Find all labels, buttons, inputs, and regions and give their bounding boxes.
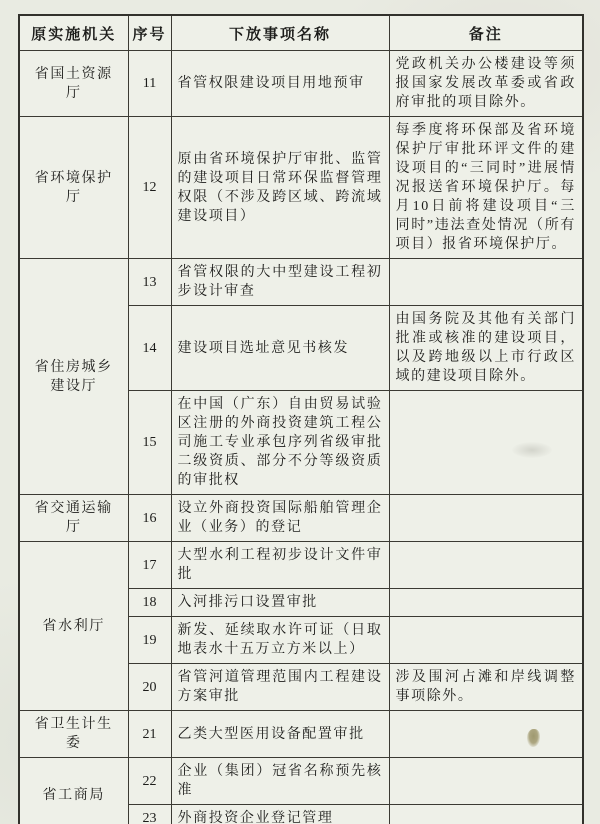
item-cell: 设立外商投资国际船舶管理企业（业务）的登记 [171,495,389,542]
table-row [19,495,583,542]
table-row [19,259,583,306]
remark-cell [389,711,583,758]
item-cell: 大型水利工程初步设计文件审批 [171,542,389,589]
agency-cell: 省水利厅 [19,542,128,711]
serial-cell: 18 [128,589,171,617]
serial-cell: 11 [128,51,171,117]
item-cell: 原由省环境保护厅审批、监管的建设项目日常环保监督管理权限（不涉及跨区域、跨流域建设项目） [171,117,389,259]
item-cell: 新发、延续取水许可证（日取地表水十五万立方米以上） [171,617,389,664]
serial-cell: 16 [128,495,171,542]
serial-cell: 14 [128,306,171,391]
agency-cell: 省工商局 [19,758,128,824]
serial-cell: 22 [128,758,171,805]
item-cell: 外商投资企业登记管理 [171,805,389,824]
serial-cell: 17 [128,542,171,589]
header-cell-agency: 原实施机关 [19,15,128,51]
item-cell: 省管权限建设项目用地预审 [171,51,389,117]
remark-cell [389,617,583,664]
item-cell: 入河排污口设置审批 [171,589,389,617]
remark-cell [389,495,583,542]
agency-cell: 省住房城乡建设厅 [19,259,128,495]
agency-cell: 省环境保护厅 [19,117,128,259]
agency-cell: 省国土资源厅 [19,51,128,117]
serial-cell: 12 [128,117,171,259]
agency-cell: 省卫生计生委 [19,711,128,758]
remark-cell [389,758,583,805]
remark-cell: 由国务院及其他有关部门批准或核准的建设项目，以及跨地级以上市行政区域的建设项目除外。 [389,306,583,391]
delegated-items-table [18,14,584,824]
table-row [19,711,583,758]
remark-cell [389,391,583,495]
serial-cell: 15 [128,391,171,495]
table-body [19,51,583,824]
remark-cell [389,805,583,824]
header-cell-remark: 备注 [389,15,583,51]
item-cell: 企业（集团）冠省名称预先核准 [171,758,389,805]
item-cell: 省管权限的大中型建设工程初步设计审查 [171,259,389,306]
remark-cell: 涉及围河占滩和岸线调整事项除外。 [389,664,583,711]
item-cell: 省管河道管理范围内工程建设方案审批 [171,664,389,711]
table-row [19,117,583,259]
serial-cell: 13 [128,259,171,306]
serial-cell: 20 [128,664,171,711]
remark-cell: 每季度将环保部及省环境保护厅审批环评文件的建设项目的“三同时”进展情况报送省环境保护厅。每月10日前将建设项目“三同时”违法查处情况（所有项目）报省环境保护厅。 [389,117,583,259]
table-row [19,542,583,589]
table-row [19,51,583,117]
remark-cell [389,589,583,617]
agency-cell: 省交通运输厅 [19,495,128,542]
item-cell: 在中国（广东）自由贸易试验区注册的外商投资建筑工程公司施工专业承包序列省级审批二级资质、部分不分等级资质的审批权 [171,391,389,495]
item-cell: 乙类大型医用设备配置审批 [171,711,389,758]
header-cell-item: 下放事项名称 [171,15,389,51]
remark-cell [389,542,583,589]
serial-cell: 19 [128,617,171,664]
remark-cell [389,259,583,306]
remark-cell: 党政机关办公楼建设等须报国家发展改革委或省政府审批的项目除外。 [389,51,583,117]
serial-cell: 21 [128,711,171,758]
table-row [19,758,583,805]
table-header-row [19,15,583,51]
item-cell: 建设项目选址意见书核发 [171,306,389,391]
paper-smudge [512,442,552,458]
header-cell-serial: 序号 [128,15,171,51]
serial-cell: 23 [128,805,171,824]
